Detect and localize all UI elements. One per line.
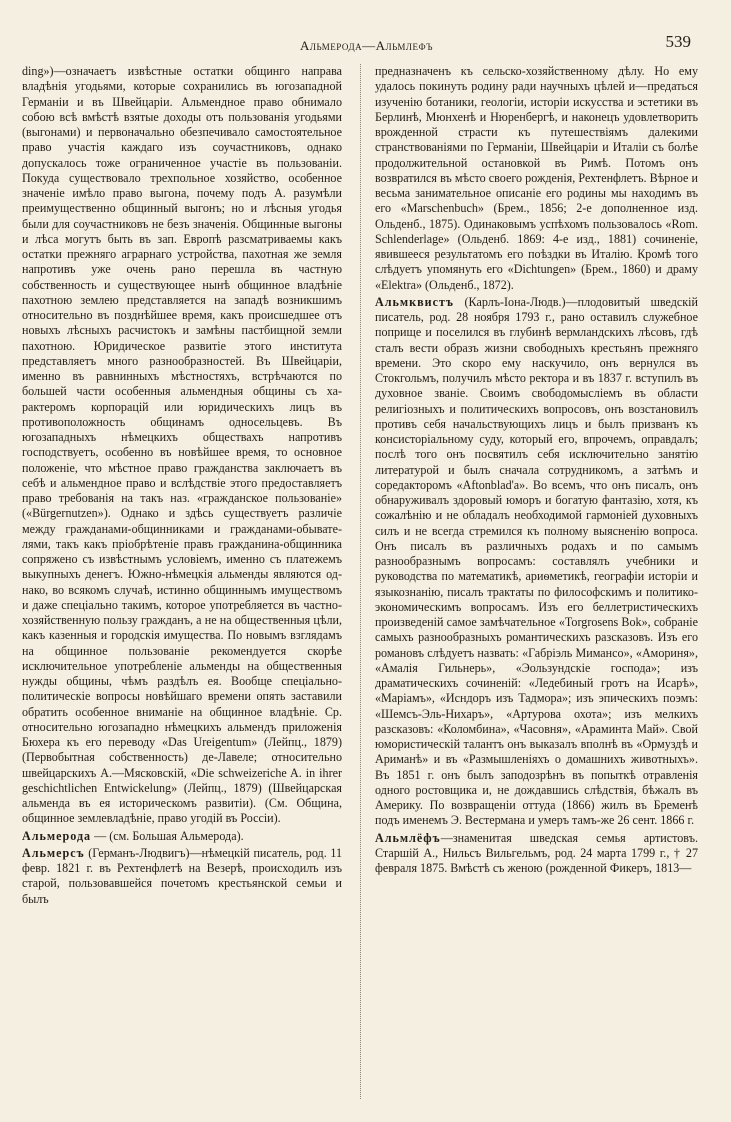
entry-almkvist	[375, 295, 698, 829]
headword-almers: Альмерсъ	[22, 845, 85, 860]
entry-almeroda-text: — (см. Большая Альмерода).	[91, 828, 244, 843]
column-divider	[360, 64, 361, 1099]
entry-almers-text: (Германъ-Людвигъ)—нѣмецкій писатель, род. 11 февр. 1821 г. въ Рехтенфлетѣ на Везерѣ, происходилъ изъ старой, пользовавшейся почетомъ крестьянской семьи и былъ	[22, 845, 342, 906]
entry-almeroda	[22, 829, 342, 844]
entry-almers	[22, 846, 342, 907]
entry-almlef-text: —знаменитая шведская семья артистовъ. Старшій А., Нильсъ Вильгельмъ, род. 24 марта 1799 г., † 27 февраля 1875. Вмѣстѣ съ женою (рожденной Фикеръ, 1813—	[375, 830, 698, 875]
headword-almkvist: Альмквистъ	[375, 294, 454, 309]
headword-almeroda: Альмерода	[22, 828, 92, 843]
entry-almkvist-text: (Карлъ-Іона-Людв.)—плодовитый шведскій писатель, род. 28 ноября 1793 г., рано оставилъ служебное поприще и поселился въ глубинѣ вермландскихъ лѣсовъ, гдѣ сталъ вести образъ жизни свободныхъ крестьянъ прежняго времени. Это скоро ему наскучило, онъ вернулся въ Стокгольмъ, получилъ мѣсто ректора и въ 1837 г. вступилъ въ духовное званіе. Своимъ свободомысліемъ въ области религіозныхъ и политическихъ вопросовъ, онъ возстановилъ противъ себя начальствующихъ лицъ и былъ призванъ къ консисторіальному суду, который его, впрочемъ, оправдалъ; послѣ того онъ посвятилъ себя исключительно занятію литературой и былъ сначала сотрудникомъ, а затѣмъ и соредакторомъ «Aftonblad'a». Во всемъ, что онъ писалъ, онъ обнаруживалъ здоровый юморъ и богатую фантазію, хотя, къ сожалѣнію и не обладалъ необходимой гармоніей духовныхъ силъ и не всегда стремился къ полному выясненію вопроса. Онъ писалъ въ различныхъ родахъ и по самымъ разнообразнымъ вопросамъ: составлялъ учебники и руководства по математикѣ, ариѳметикѣ, географіи исторіи и языкознанію, писалъ трактаты по философскимъ и политикоэкономическимъ вопросамъ. Изъ его беллетристическихъ произведеній самое замѣчательное «Torgrosens Bok», собраніе самыхъ разнообразныхъ романтическихъ разсказовъ. Изъ его романовъ слѣдуетъ назвать: «Габріэль Мимансо», «Амориня», «Амалія Гильнерь», «Эользундскіе господа»; изъ драматическихъ сочиненій: «Ледебиный гротъ на Исарѣ», «Маріамъ», «Исндоръ изъ Тадмора»; изъ эпическихъ поэмъ: «Шемсъ-Эль-Нихаръ», «Артурова охота»; изъ мелкихъ разсказовъ: «Коломбина», «Часовня», «Араминта Май». Свой юмористическій талантъ онъ выказалъ вполнѣ въ «Ормуздѣ и Ариманѣ» и въ «Размышленіяхъ о домашнихъ животныхъ». Въ 1851 г. онъ былъ заподозрѣнъ въ попыткѣ отравленія одного ростовщика и, не дождавшись слѣдствія, бѣжалъ въ Америку. По возвращеніи оттуда (1866) жилъ въ Бременѣ подъ именемъ Э. Вестермана и умеръ тамъ-же 26 сент. 1866 г.	[375, 294, 698, 828]
almenda-continuation-text: ding»)—означаетъ извѣстные остатки общинго направа владѣнія угодьями, которые сохранились въ югозападной Германіи и въ Швейцаріи. Альмендное право обнимало собою всѣ вмѣстѣ взятые доходы отъ пользованія угодьями (выгонами) и первоначально обезпечивало самостоятельное право участія каждаго изъ соучастниковъ, однако допускалось тоже ограниченное участіе въ пользованіи. Покуда существовало трехпольное хозяйство, особенное значеніе имѣло право выгона, почему подъ А. разумѣли преимущественно общинный выгонъ; но и лѣсныя угодья были для соучастниковъ не безъ значенія. Общинные выгоны и лѣса могутъ быть въ зап. Европѣ разсматриваемы какъ остатки прежняго аграрнаго устройства, пахотная же земля напротивъ уже очень рано перешла въ частную собственность и существующее нынѣ общинное владѣніе пахотною землею представляется на западѣ возникшимъ относительно въ позднѣйшее время, какъ происшедшее отъ новыхъ лѣсныхъ расчистокъ и замѣны пастбищной земли пахотною. Юридическое развитіе этого института представляетъ много разнообразностей. Въ Швейцаріи, именно въ равнинныхъ мѣстностяхъ, встрѣчаются по большей части особенныя альмендныя общины съ характеромъ корпорацій или юридическихъ лицъ въ противоположность общинамъ односельцевъ. Въ югозападныхъ нѣмецкихъ обществахъ напротивъ господствуетъ, особенно въ новѣйшее время, то основное положеніе, что мѣстное право гражданства заключаетъ въ себѣ и альмендное право и вслѣдствіе этого предоставляетъ право требованія на такъ наз. «гражданское пользованіе» («Bürgernutzen»). Однако и здѣсь существуетъ различіе между гражданами-общинниками и гражданами-обывателями, такъ какъ пріобрѣтеніе правъ гражданина-общинника сопряжено съ извѣстнымъ условіемъ, именно съ платежемъ выкупныхъ денегъ. Южно-нѣмецкія альменды являются однако, во всякомъ случаѣ, истинно общиннымъ имуществомъ и даже спеціально такимъ, которое употребляется въ частно-хозяйственную пользу гражданъ, а не на общественныя цѣли, какъ казенныя и городскія имущества. По новымъ взглядамъ на общинное пользованіе рекомендуется скорѣе исключительное употребленіе альменды на общественныя нужды общины, чѣмъ раздѣлъ ея. Вообще спеціально-политическіе вопросы новѣйшаго времени опять заставили обратить особенное вниманіе на общинное владѣніе. Ср. относительно югозападно нѣмецкихъ альмендъ приложенія Бюхера къ его переводу «Das Ureigentum» (Лейпц., 1879) (Первобытная собственность) де-Лавеле; относительно швейцарскихъ А.—Мясковскій, «Die schweizeriche A. in ihrer geschichtlichen Entwickelung» (Лейпц., 1879) (Швейцарская альменда въ ея историческомъ развитіи). (См. Община, общинное землевладѣніе, право угодій въ Россіи).	[22, 64, 342, 826]
page-number: 539	[665, 32, 691, 51]
headword-almlef: Альмлёфъ	[375, 830, 441, 845]
left-column	[22, 64, 342, 907]
right-column	[375, 64, 698, 876]
entry-almlef	[375, 831, 698, 877]
running-head: Альмерода—Альмлефъ	[300, 38, 433, 53]
almers-continuation-text: предназначенъ къ сельско-хозяйственному дѣлу. Но ему удалось покинуть родину ради научныхъ цѣлей и—предаться изученію ботаники, геологіи, исторіи искусства и эстетики въ Берлинѣ, Мюнхенѣ и Нюренбергѣ, и наконецъ удовлетворить врожденной страсти къ путешествіямъ далекими странствованіями по Германіи, Швейцаріи и Италіи съ болѣе продолжительной остановкой въ Римѣ. Потомъ онъ возвратился въ мѣсто своего рожденія, Рехтенфлетъ. Вѣрное и весьма занимательное описаніе его родины мы находимъ въ его «Marschenbuch» (Брем., 1856; 2-е дополненное изд. Ольденб., 1875). Одинаковымъ успѣхомъ пользовалось «Rom. Schlenderlage» (Ольденб. 1869: 4-е изд., 1881) сочиненіе, явившееся результатомъ его поѣздки въ Италію. Кромѣ того слѣдуетъ упомянуть его «Dichtungen» (Брем., 1860) и драму «Elektra» (Ольденб., 1872).	[375, 64, 698, 292]
